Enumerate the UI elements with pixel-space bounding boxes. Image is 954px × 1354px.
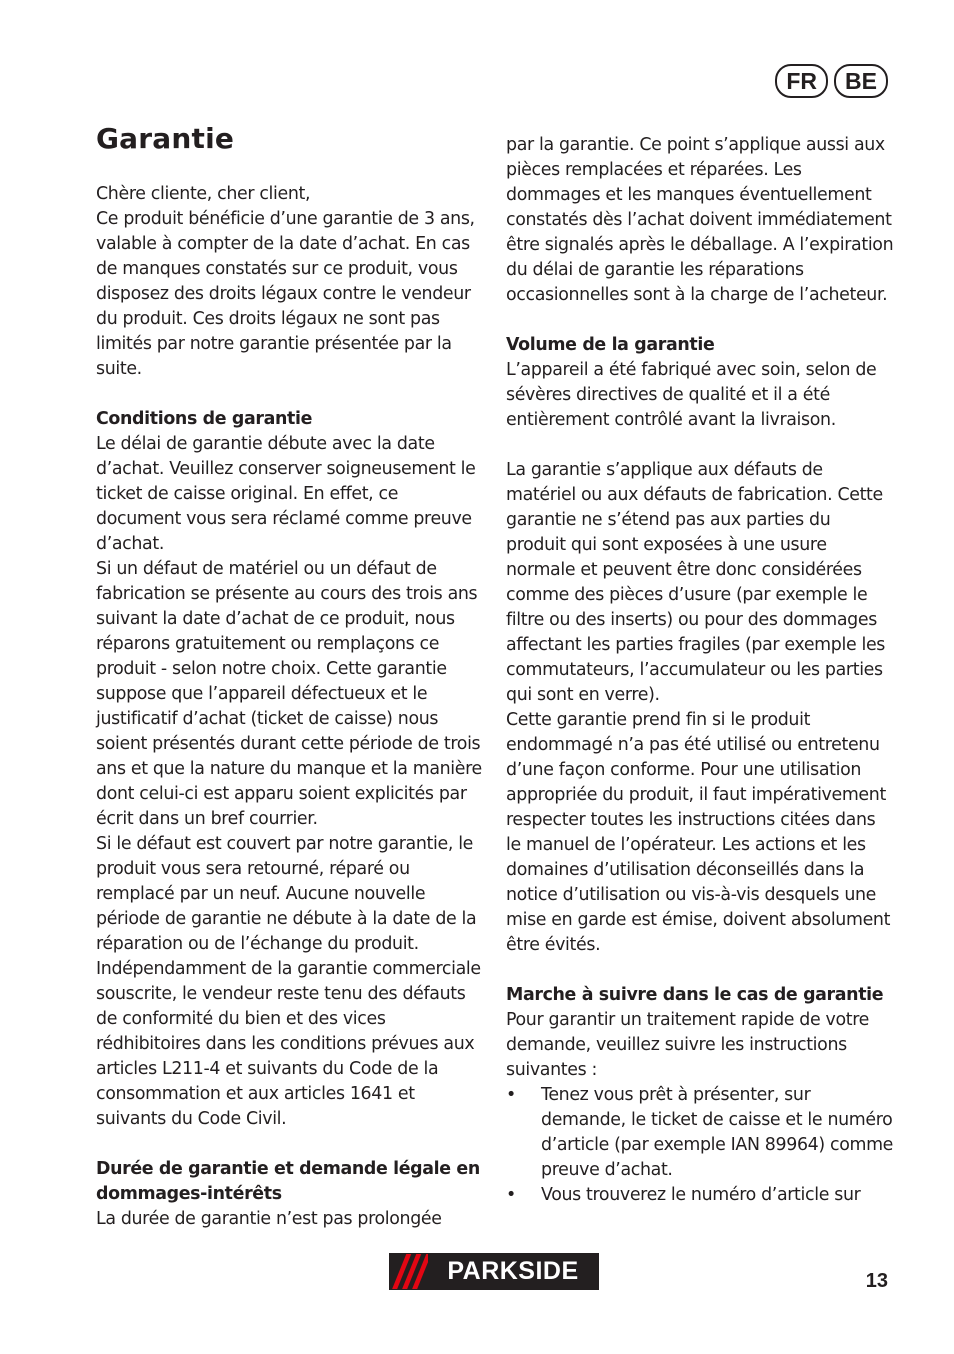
conditions-heading: Conditions de garantie <box>96 409 313 429</box>
volume-paragraph-2: La garantie s’applique aux défauts de matériel ou aux défauts de fabrication. Cette garantie ne s’étend pas aux parties du produit qui sont exposées à une usure normale et peuvent être donc considérées comme des pièces d’usure (par exemple le filtre ou des inserts) ou pour des dommages affectant les parties fragiles (par exemple les commutateurs, l’accumulateur ou les parties qui sont en verre). <box>506 460 886 705</box>
right-column <box>506 133 894 1208</box>
conditions-paragraph-1: Le délai de garantie débute avec la date d’achat. Veuillez conserver soigneusement le ticket de caisse original. En effet, ce document vous sera réclamé comme preuve d’achat. <box>96 434 476 554</box>
intro-paragraph: Ce produit bénéficie d’une garantie de 3 ans, valable à compter de la date d’achat. En cas de manques constatés sur ce produit, vous disposez des droits légaux contre le vendeur du produit. Ces droits légaux ne sont pas limités par notre garantie présentée par la suite. <box>96 209 475 379</box>
duration-heading: Durée de garantie et demande légale en dommages-intérêts <box>96 1159 480 1204</box>
page-title: Garantie <box>96 122 235 155</box>
list-item: • Tenez vous prêt à présenter, sur demande, le ticket de caisse et le numéro d’article (par exemple IAN 89964) comme preuve d’achat. <box>506 1083 894 1183</box>
list-item: • Vous trouverez le numéro d’article sur <box>506 1183 894 1208</box>
salutation: Chère cliente, cher client, <box>96 184 311 204</box>
procedure-heading: Marche à suivre dans le cas de garantie <box>506 985 884 1005</box>
brand-name: PARKSIDE <box>447 1257 579 1285</box>
logo-stripes-icon <box>390 1254 428 1289</box>
conditions-paragraph-2: Si un défaut de matériel ou un défaut de fabrication se présente au cours des trois ans suivant la date d’achat de ce produit, nous réparons gratuitement ou remplaçons ce produit - selon notre choix. Cette garantie suppose que l’appareil défectueux et le justificatif d’achat (ticket de caisse) nous soient présentés durant cette période de trois ans et que la nature du manque et la manière dont celui-ci est apparu soient explicités par écrit dans un bref courrier. <box>96 559 482 829</box>
volume-paragraph-1: L’appareil a été fabriqué avec soin, selon de sévères directives de qualité et il a été entièrement contrôlé avant la livraison. <box>506 360 877 430</box>
volume-heading: Volume de la garantie <box>506 335 715 355</box>
parkside-logo <box>389 1253 599 1290</box>
conditions-paragraph-3: Si le défaut est couvert par notre garantie, le produit vous sera retourné, réparé ou remplacé par un neuf. Aucune nouvelle période de garantie ne débute à la date de la réparation ou de l’échange du produit. Indépendamment de la garantie commerciale souscrite, le vendeur reste tenu des défauts de conformité du bien et des vices rédhibitoires dans les conditions prévues aux articles L211-4 et suivants du Code de la consommation et aux articles 1641 et suivants du Code Civil. <box>96 834 481 1129</box>
left-column <box>96 182 484 1232</box>
procedure-list <box>506 1083 894 1208</box>
language-badges <box>775 64 888 98</box>
volume-paragraph-3: Cette garantie prend fin si le produit endommagé n’a pas été utilisé ou entretenu d’une façon conforme. Pour une utilisation appropriée du produit, il faut impérativement respecter toutes les instructions citées dans le manuel de l’opérateur. Les actions et les domaines d’utilisation déconseillés dans la notice d’utilisation ou vis-à-vis desquels une mise en garde est émise, doivent absolument être évités. <box>506 710 891 955</box>
procedure-intro: Pour garantir un traitement rapide de votre demande, veuillez suivre les instructions suivantes : <box>506 1010 869 1080</box>
lang-badge-be: BE <box>834 64 888 98</box>
page-number: 13 <box>865 1270 888 1292</box>
duration-paragraph: La durée de garantie n’est pas prolongée <box>96 1209 442 1229</box>
duration-continued: par la garantie. Ce point s’applique aussi aux pièces remplacées et réparées. Les dommages et les manques éventuellement constatés dès l’achat doivent immédiatement être signalés après le déballage. A l’expiration du délai de garantie les réparations occasionnelles sont à la charge de l’acheteur. <box>506 135 894 305</box>
lang-badge-fr: FR <box>775 64 828 98</box>
